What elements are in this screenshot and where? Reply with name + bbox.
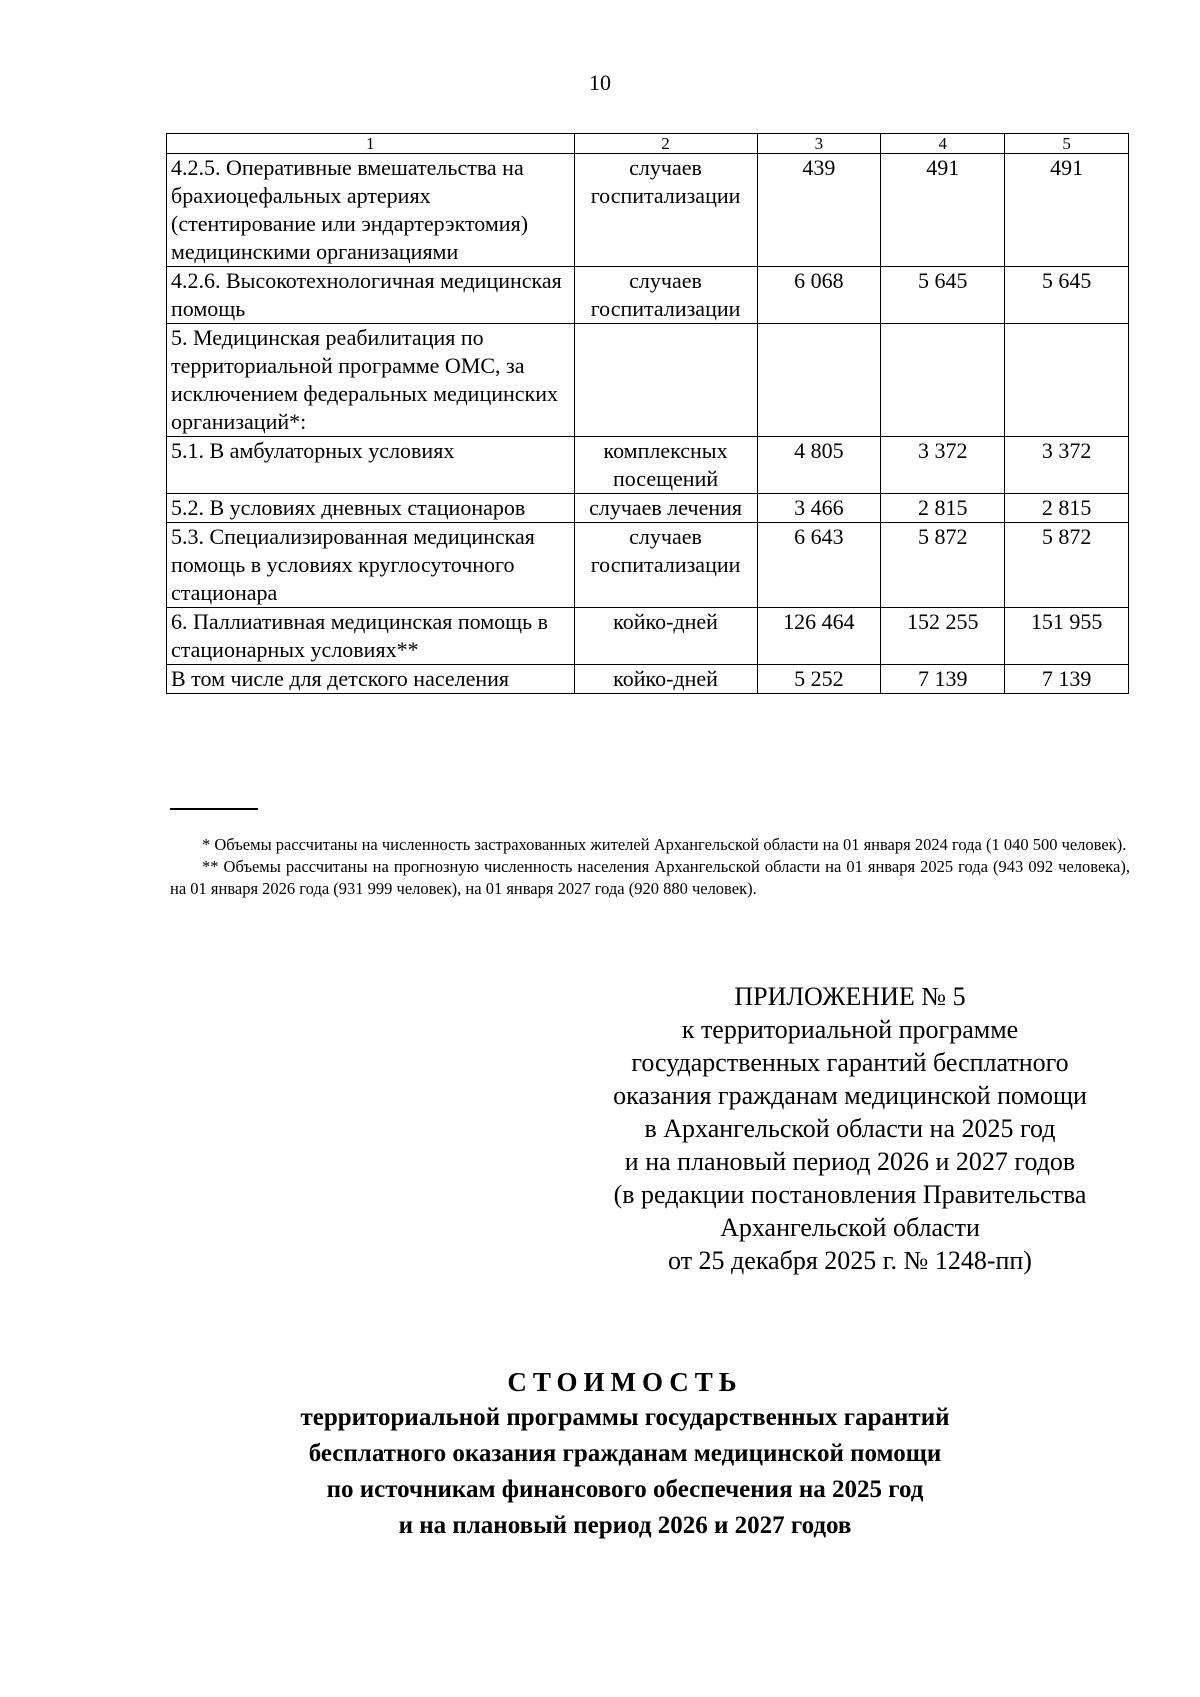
row-value-2026 — [881, 324, 1005, 437]
table-header-row — [167, 134, 1129, 154]
row-value-2025: 6 643 — [757, 523, 881, 608]
column-header-2: 2 — [574, 134, 757, 154]
row-value-2027: 491 — [1005, 154, 1129, 267]
row-value-2025: 5 252 — [757, 665, 881, 694]
appendix-line: и на плановый период 2026 и 2027 годов — [624, 1147, 1076, 1176]
title-line: бесплатного оказания гражданам медицинской помощи — [308, 1440, 942, 1467]
row-unit: случаев лечения — [574, 494, 757, 523]
row-value-2025: 126 464 — [757, 608, 881, 665]
title-line: и на плановый период 2026 и 2027 годов — [398, 1512, 852, 1539]
row-unit: случаев госпитализации — [574, 523, 757, 608]
title-main: СТОИМОСТЬ — [507, 1367, 743, 1397]
row-unit: случаев госпитализации — [574, 267, 757, 324]
row-value-2027: 2 815 — [1005, 494, 1129, 523]
row-value-2026: 5 645 — [881, 267, 1005, 324]
row-unit: комплексных посещений — [574, 437, 757, 494]
appendix-line: государственных гарантий бесплатного — [631, 1048, 1069, 1077]
row-value-2027: 151 955 — [1005, 608, 1129, 665]
table-row — [167, 523, 1129, 608]
footnotes — [170, 834, 1130, 900]
column-header-5: 5 — [1005, 134, 1129, 154]
table-row — [167, 154, 1129, 267]
column-header-4: 4 — [881, 134, 1005, 154]
row-value-2026: 2 815 — [881, 494, 1005, 523]
row-unit: случаев госпитализации — [574, 154, 757, 267]
footnote-2: ** Объемы рассчитаны на прогнозную численность населения Архангельской области на 01 января 2025 года (943 092 человека), на 01 января 2026 года (931 999 человек), на 01 января 2027 года (920 880 человек). — [170, 857, 1130, 898]
row-name: 4.2.5. Оперативные вмешательства на брахиоцефальных артериях (стентирование или эндартерэктомия) медицинскими организациями — [167, 154, 575, 267]
appendix-line: к территориальной программе — [681, 1015, 1019, 1044]
table-row — [167, 437, 1129, 494]
footnote-1: * Объемы рассчитаны на численность застрахованных жителей Архангельской области на 01 января 2024 года (1 040 500 человек). — [202, 835, 1127, 854]
title-line: территориальной программы государственных гарантий — [300, 1404, 950, 1431]
appendix-header — [560, 980, 1140, 1277]
row-name: 5.2. В условиях дневных стационаров — [167, 494, 575, 523]
volumes-table — [166, 133, 1129, 694]
appendix-line: от 25 декабря 2025 г. № 1248-пп) — [668, 1246, 1032, 1275]
table-row — [167, 267, 1129, 324]
footnote-divider — [170, 808, 258, 810]
row-name: 6. Паллиативная медицинская помощь в стационарных условиях** — [167, 608, 575, 665]
row-value-2026: 491 — [881, 154, 1005, 267]
row-value-2026: 152 255 — [881, 608, 1005, 665]
row-name: 5. Медицинская реабилитация по территориальной программе ОМС, за исключением федеральных медицинских организаций*: — [167, 324, 575, 437]
row-unit: койко-дней — [574, 608, 757, 665]
appendix-title: ПРИЛОЖЕНИЕ № 5 — [734, 982, 966, 1011]
row-name: 4.2.6. Высокотехнологичная медицинская помощь — [167, 267, 575, 324]
table-row — [167, 494, 1129, 523]
row-value-2025 — [757, 324, 881, 437]
appendix-line: (в редакции постановления Правительства — [613, 1180, 1087, 1209]
column-header-1: 1 — [167, 134, 575, 154]
title-line: по источникам финансового обеспечения на 2025 год — [326, 1476, 924, 1503]
row-unit: койко-дней — [574, 665, 757, 694]
appendix-line: в Архангельской области на 2025 год — [644, 1114, 1056, 1143]
row-value-2025: 3 466 — [757, 494, 881, 523]
row-name: В том числе для детского населения — [167, 665, 575, 694]
row-value-2027: 5 645 — [1005, 267, 1129, 324]
row-value-2025: 439 — [757, 154, 881, 267]
row-name: 5.3. Специализированная медицинская помощь в условиях круглосуточного стационара — [167, 523, 575, 608]
page-number: 10 — [589, 70, 611, 95]
row-value-2027: 7 139 — [1005, 665, 1129, 694]
document-title — [150, 1364, 1100, 1544]
row-name: 5.1. В амбулаторных условиях — [167, 437, 575, 494]
row-value-2027: 3 372 — [1005, 437, 1129, 494]
row-value-2027 — [1005, 324, 1129, 437]
row-value-2025: 4 805 — [757, 437, 881, 494]
row-value-2026: 5 872 — [881, 523, 1005, 608]
row-value-2026: 7 139 — [881, 665, 1005, 694]
row-unit — [574, 324, 757, 437]
row-value-2027: 5 872 — [1005, 523, 1129, 608]
table-row — [167, 608, 1129, 665]
appendix-line: оказания гражданам медицинской помощи — [613, 1081, 1087, 1110]
row-value-2025: 6 068 — [757, 267, 881, 324]
column-header-3: 3 — [757, 134, 881, 154]
row-value-2026: 3 372 — [881, 437, 1005, 494]
table-row — [167, 665, 1129, 694]
table-row — [167, 324, 1129, 437]
appendix-line: Архангельской области — [720, 1213, 980, 1242]
